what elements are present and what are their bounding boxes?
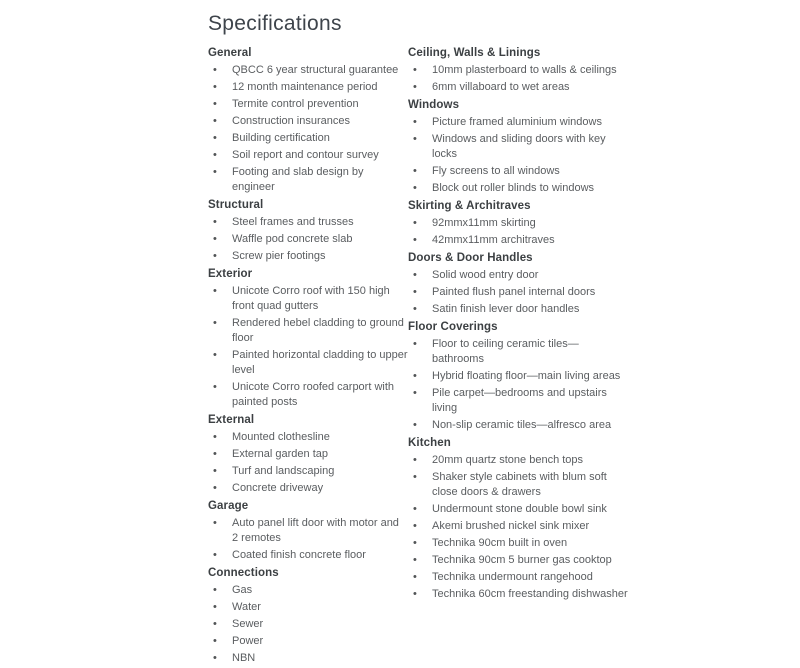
spec-section: [208, 498, 408, 563]
list-item: [208, 348, 408, 378]
section-heading: Kitchen: [408, 437, 451, 449]
section-heading: Connections: [208, 567, 279, 579]
spec-section: [408, 319, 630, 433]
list-item: [208, 63, 408, 78]
list-item-text: Screw pier footings: [232, 250, 326, 262]
bullet-icon: •: [413, 537, 417, 549]
list-item: [208, 548, 408, 563]
bullet-icon: •: [413, 234, 417, 246]
list-item-text: 10mm plasterboard to walls & ceilings: [432, 64, 617, 76]
list-item-text: Picture framed aluminium windows: [432, 116, 602, 128]
bullet-icon: •: [213, 81, 217, 93]
spec-section: [408, 198, 630, 248]
bullet-icon: •: [213, 601, 217, 613]
bullet-icon: •: [213, 618, 217, 630]
section-list: [408, 268, 630, 317]
list-item: [408, 132, 630, 162]
section-list: [208, 284, 408, 410]
list-item: [208, 80, 408, 95]
spec-section: [208, 266, 408, 410]
bullet-icon: •: [213, 482, 217, 494]
list-item: [208, 380, 408, 410]
bullet-icon: •: [213, 517, 217, 529]
list-item-text: Windows and sliding doors with key locks: [432, 133, 606, 160]
bullet-icon: •: [413, 303, 417, 315]
bullet-icon: •: [213, 549, 217, 561]
list-item: [208, 447, 408, 462]
bullet-icon: •: [213, 149, 217, 161]
list-item: [208, 464, 408, 479]
list-item: [408, 453, 630, 468]
list-item: [208, 114, 408, 129]
list-item-text: Technika undermount rangehood: [432, 571, 593, 583]
spec-section: [208, 565, 408, 666]
list-item-text: Technika 90cm 5 burner gas cooktop: [432, 554, 612, 566]
list-item: [208, 232, 408, 247]
section-list: [408, 216, 630, 248]
list-item: [408, 285, 630, 300]
bullet-icon: •: [413, 286, 417, 298]
bullet-icon: •: [413, 571, 417, 583]
list-item-text: Soil report and contour survey: [232, 149, 379, 161]
section-heading: Doors & Door Handles: [408, 252, 533, 264]
list-item-text: Hybrid floating floor—main living areas: [432, 370, 621, 382]
list-item-text: Construction insurances: [232, 115, 351, 127]
bullet-icon: •: [213, 635, 217, 647]
list-item: [408, 181, 630, 196]
bullet-icon: •: [213, 448, 217, 460]
bullet-icon: •: [213, 285, 217, 297]
bullet-icon: •: [213, 652, 217, 664]
list-item: [208, 131, 408, 146]
list-item-text: Sewer: [232, 618, 264, 630]
section-heading: General: [208, 47, 252, 59]
list-item-text: Gas: [232, 584, 253, 596]
bullet-icon: •: [413, 370, 417, 382]
list-item-text: Unicote Corro roof with 150 high front quad gutters: [232, 285, 390, 312]
list-item: [208, 148, 408, 163]
list-item-text: 12 month maintenance period: [232, 81, 378, 93]
bullet-icon: •: [213, 233, 217, 245]
spec-column-1: [208, 45, 408, 668]
bullet-icon: •: [213, 216, 217, 228]
section-list: [208, 430, 408, 496]
list-item-text: Water: [232, 601, 261, 613]
bullet-icon: •: [413, 520, 417, 532]
bullet-icon: •: [213, 431, 217, 443]
spec-columns: [208, 45, 638, 668]
section-heading: Skirting & Architraves: [408, 200, 531, 212]
bullet-icon: •: [413, 217, 417, 229]
bullet-icon: •: [213, 115, 217, 127]
list-item-text: Termite control prevention: [232, 98, 359, 110]
bullet-icon: •: [413, 338, 417, 350]
list-item: [408, 233, 630, 248]
list-item: [408, 63, 630, 78]
bullet-icon: •: [213, 250, 217, 262]
list-item-text: NBN: [232, 652, 256, 664]
list-item: [208, 316, 408, 346]
bullet-icon: •: [413, 133, 417, 145]
list-item-text: Satin finish lever door handles: [432, 303, 580, 315]
list-item: [408, 80, 630, 95]
bullet-icon: •: [213, 381, 217, 393]
list-item: [408, 216, 630, 231]
list-item: [208, 284, 408, 314]
list-item-text: Waffle pod concrete slab: [232, 233, 353, 245]
specifications-page: [208, 12, 638, 668]
section-list: [408, 337, 630, 433]
section-list: [408, 453, 630, 602]
list-item-text: Fly screens to all windows: [432, 165, 560, 177]
section-heading: Floor Coverings: [408, 321, 498, 333]
list-item-text: QBCC 6 year structural guarantee: [232, 64, 399, 76]
list-item: [208, 215, 408, 230]
list-item-text: 92mmx11mm skirting: [432, 217, 536, 229]
bullet-icon: •: [213, 64, 217, 76]
list-item: [408, 536, 630, 551]
list-item-text: Concrete driveway: [232, 482, 324, 494]
bullet-icon: •: [213, 349, 217, 361]
list-item-text: Mounted clothesline: [232, 431, 330, 443]
list-item: [208, 165, 408, 195]
section-heading: Windows: [408, 99, 460, 111]
list-item: [208, 481, 408, 496]
list-item-text: Power: [232, 635, 264, 647]
list-item: [408, 302, 630, 317]
list-item-text: Floor to ceiling ceramic tiles—bathrooms: [432, 338, 579, 365]
spec-column-2: [408, 45, 630, 604]
list-item-text: 6mm villaboard to wet areas: [432, 81, 570, 93]
list-item-text: Steel frames and trusses: [232, 216, 354, 228]
spec-section: [408, 435, 630, 602]
list-item: [208, 516, 408, 546]
list-item-text: Technika 60cm freestanding dishwasher: [432, 588, 628, 600]
list-item: [408, 470, 630, 500]
list-item-text: Shaker style cabinets with blum soft close doors & drawers: [432, 471, 607, 498]
list-item: [408, 268, 630, 283]
list-item-text: 42mmx11mm architraves: [432, 234, 555, 246]
bullet-icon: •: [213, 98, 217, 110]
list-item: [208, 634, 408, 649]
list-item-text: Rendered hebel cladding to ground floor: [232, 317, 404, 344]
bullet-icon: •: [413, 269, 417, 281]
list-item: [208, 600, 408, 615]
list-item-text: Technika 90cm built in oven: [432, 537, 568, 549]
bullet-icon: •: [413, 182, 417, 194]
bullet-icon: •: [413, 64, 417, 76]
list-item: [408, 519, 630, 534]
bullet-icon: •: [213, 584, 217, 596]
list-item: [408, 418, 630, 433]
section-heading: External: [208, 414, 255, 426]
list-item-text: Block out roller blinds to windows: [432, 182, 595, 194]
section-heading: Structural: [208, 199, 264, 211]
list-item-text: External garden tap: [232, 448, 329, 460]
list-item: [208, 617, 408, 632]
bullet-icon: •: [213, 317, 217, 329]
list-item-text: Unicote Corro roofed carport with painted posts: [232, 381, 395, 408]
list-item: [408, 570, 630, 585]
list-item-text: 20mm quartz stone bench tops: [432, 454, 584, 466]
section-list: [208, 583, 408, 666]
list-item-text: Coated finish concrete floor: [232, 549, 366, 561]
spec-section: [208, 197, 408, 264]
list-item-text: Painted horizontal cladding to upper level: [232, 349, 408, 376]
list-item: [208, 249, 408, 264]
list-item-text: Akemi brushed nickel sink mixer: [432, 520, 590, 532]
section-list: [408, 63, 630, 95]
list-item: [408, 164, 630, 179]
bullet-icon: •: [413, 471, 417, 483]
bullet-icon: •: [413, 116, 417, 128]
bullet-icon: •: [413, 387, 417, 399]
bullet-icon: •: [413, 165, 417, 177]
list-item: [208, 651, 408, 666]
bullet-icon: •: [413, 554, 417, 566]
list-item: [408, 337, 630, 367]
bullet-icon: •: [413, 588, 417, 600]
spec-section: [208, 45, 408, 195]
list-item: [208, 583, 408, 598]
bullet-icon: •: [213, 132, 217, 144]
section-heading: Ceiling, Walls & Linings: [408, 47, 541, 59]
spec-section: [208, 412, 408, 496]
list-item: [408, 369, 630, 384]
bullet-icon: •: [213, 465, 217, 477]
section-heading: Exterior: [208, 268, 253, 280]
list-item-text: Footing and slab design by engineer: [232, 166, 364, 193]
list-item-text: Solid wood entry door: [432, 269, 539, 281]
section-list: [208, 63, 408, 195]
section-heading: Garage: [208, 500, 249, 512]
bullet-icon: •: [213, 166, 217, 178]
spec-section: [408, 45, 630, 95]
bullet-icon: •: [413, 454, 417, 466]
list-item-text: Auto panel lift door with motor and 2 remotes: [232, 517, 399, 544]
list-item: [408, 553, 630, 568]
list-item: [208, 430, 408, 445]
spec-section: [408, 97, 630, 196]
list-item-text: Turf and landscaping: [232, 465, 335, 477]
bullet-icon: •: [413, 419, 417, 431]
section-list: [408, 115, 630, 196]
section-list: [208, 215, 408, 264]
list-item-text: Painted flush panel internal doors: [432, 286, 596, 298]
list-item-text: Undermount stone double bowl sink: [432, 503, 607, 515]
spec-section: [408, 250, 630, 317]
list-item-text: Pile carpet—bedrooms and upstairs living: [432, 387, 607, 414]
bullet-icon: •: [413, 503, 417, 515]
list-item: [208, 97, 408, 112]
bullet-icon: •: [413, 81, 417, 93]
page-title: Specifications: [208, 12, 342, 35]
list-item: [408, 502, 630, 517]
list-item: [408, 386, 630, 416]
list-item-text: Non-slip ceramic tiles—alfresco area: [432, 419, 612, 431]
list-item: [408, 115, 630, 130]
section-list: [208, 516, 408, 563]
list-item-text: Building certification: [232, 132, 330, 144]
